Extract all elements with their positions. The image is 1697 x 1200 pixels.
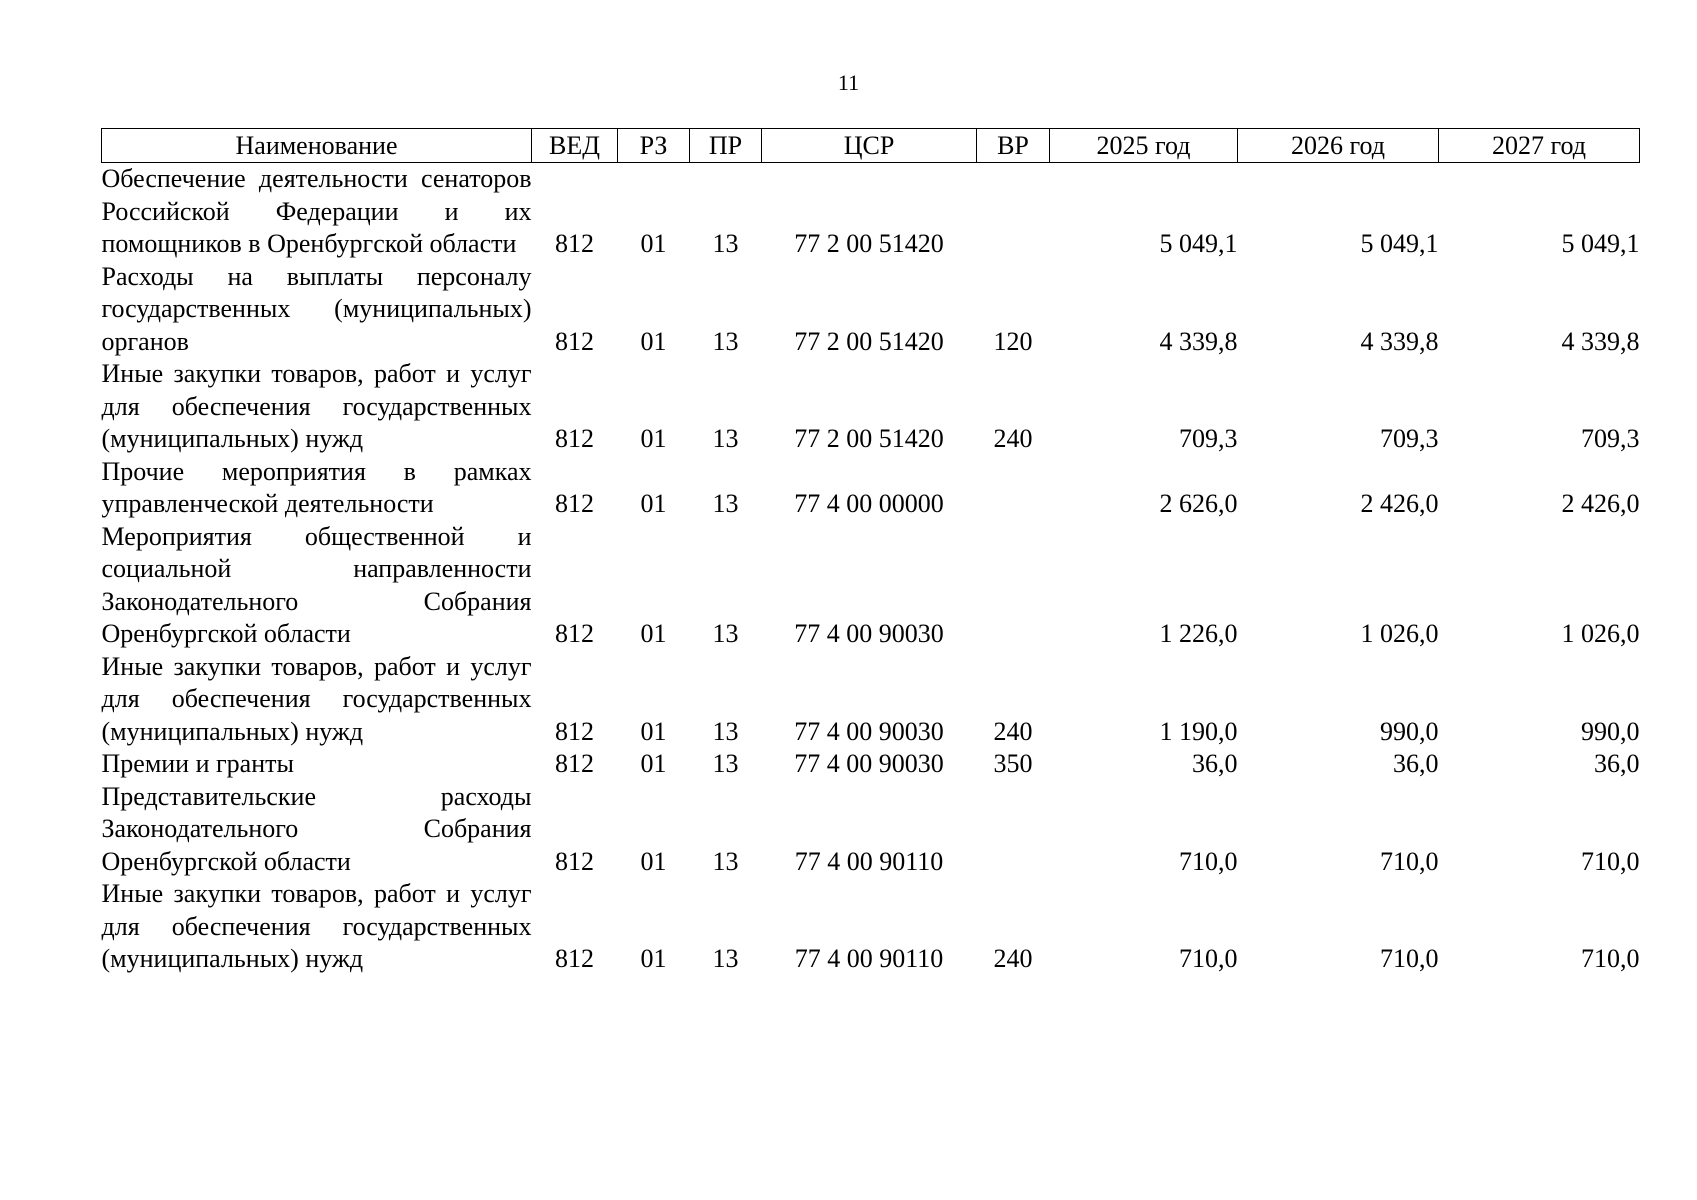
row-ved: 812 [555,716,594,746]
row-2026: 5 049,1 [1360,229,1439,258]
row-2026: 1 026,0 [1360,619,1439,648]
row-2026: 709,3 [1380,424,1439,453]
row-2027: 4 339,8 [1561,326,1640,356]
row-pr: 13 [712,489,739,518]
header-ved: ВЕД [532,129,618,163]
row-2025: 1 226,0 [1159,619,1238,648]
row-csr: 77 2 00 51420 [794,424,944,453]
row-pr: 13 [712,944,739,973]
row-2026: 990,0 [1380,716,1439,746]
row-2025: 2 626,0 [1159,489,1238,518]
row-rz: 01 [640,846,667,876]
row-name: Прочие мероприятия в рамках управленческой деятельности [101,456,532,518]
table-row [102,261,1640,359]
row-rz: 01 [640,326,667,356]
table-row [102,358,1640,456]
row-2026: 4 339,8 [1360,326,1439,356]
row-2027: 710,0 [1581,846,1640,876]
row-ved: 812 [555,749,594,778]
row-2025: 4 339,8 [1159,326,1238,356]
row-vr [977,781,1050,879]
row-2025: 36,0 [1192,749,1238,778]
row-csr: 77 4 00 90110 [794,846,944,876]
row-csr: 77 2 00 51420 [794,326,944,356]
row-csr: 77 2 00 51420 [794,229,944,258]
header-csr: ЦСР [762,129,977,163]
row-name: Иные закупки товаров, работ и услуг для обеспечения государственных (муниципальных) нужд [101,879,532,973]
row-2027: 36,0 [1594,749,1640,778]
row-2026: 36,0 [1393,749,1439,778]
row-rz: 01 [640,489,667,518]
row-vr [977,456,1050,521]
row-ved: 812 [555,944,594,973]
row-rz: 01 [640,424,667,453]
row-ved: 812 [555,424,594,453]
row-2027: 710,0 [1581,944,1640,973]
row-vr: 120 [993,326,1033,356]
row-name: Иные закупки товаров, работ и услуг для обеспечения государственных (муниципальных) нужд [101,359,532,453]
header-vr: ВР [977,129,1050,163]
row-ved: 812 [555,489,594,518]
row-2025: 709,3 [1179,424,1238,453]
header-2027: 2027 год [1439,129,1640,163]
row-rz: 01 [640,944,667,973]
header-pr: ПР [690,129,762,163]
table-row [102,781,1640,879]
row-vr [977,163,1050,261]
row-rz: 01 [640,619,667,648]
budget-table [101,128,1640,976]
row-vr: 350 [993,749,1033,778]
row-2027: 1 026,0 [1561,619,1640,648]
header-rz: РЗ [618,129,690,163]
row-vr: 240 [993,424,1033,453]
row-rz: 01 [640,229,667,258]
row-2027: 990,0 [1581,716,1640,746]
row-pr: 13 [712,326,739,356]
row-vr [977,521,1050,651]
row-ved: 812 [555,619,594,648]
row-ved: 812 [555,326,594,356]
row-pr: 13 [712,716,739,746]
row-csr: 77 4 00 00000 [794,489,944,518]
row-csr: 77 4 00 90030 [794,749,944,778]
row-csr: 77 4 00 90110 [794,944,944,973]
row-pr: 13 [712,846,739,876]
table-row [102,163,1640,261]
row-2027: 709,3 [1581,424,1640,453]
header-2026: 2026 год [1238,129,1439,163]
page-number: 11 [837,70,860,95]
row-2025: 710,0 [1179,944,1238,973]
row-2027: 5 049,1 [1561,229,1640,258]
row-name: Мероприятия общественной и социальной направленности Законодательного Собрания Оренбургской области [101,521,532,648]
row-csr: 77 4 00 90030 [794,619,944,648]
row-name: Расходы на выплаты персоналу государственных (муниципальных) органов [101,261,532,356]
row-ved: 812 [555,846,594,876]
row-2026: 710,0 [1380,944,1439,973]
row-2025: 710,0 [1179,846,1238,876]
row-name: Иные закупки товаров, работ и услуг для обеспечения государственных (муниципальных) нужд [101,651,532,746]
table-row [102,651,1640,749]
table-row [102,748,1640,781]
table-row [102,878,1640,976]
row-2026: 2 426,0 [1360,489,1439,518]
header-name: Наименование [102,129,532,163]
row-2027: 2 426,0 [1561,489,1640,518]
row-rz: 01 [640,749,667,778]
row-name: Обеспечение деятельности сенаторов Российской Федерации и их помощников в Оренбургской области [101,164,532,258]
header-row [102,129,1640,163]
row-rz: 01 [640,716,667,746]
row-csr: 77 4 00 90030 [794,716,944,746]
row-2025: 1 190,0 [1159,716,1238,746]
row-2025: 5 049,1 [1159,229,1238,258]
row-name: Премии и гранты [101,749,294,778]
row-pr: 13 [712,229,739,258]
row-vr: 240 [993,716,1033,746]
row-pr: 13 [712,424,739,453]
row-ved: 812 [555,229,594,258]
row-pr: 13 [712,619,739,648]
row-vr: 240 [993,944,1033,973]
table-row [102,521,1640,651]
header-2025: 2025 год [1050,129,1238,163]
row-name: Представительские расходы Законодательного Собрания Оренбургской области [101,781,532,876]
table-row [102,456,1640,521]
row-pr: 13 [712,749,739,778]
row-2026: 710,0 [1380,846,1439,876]
